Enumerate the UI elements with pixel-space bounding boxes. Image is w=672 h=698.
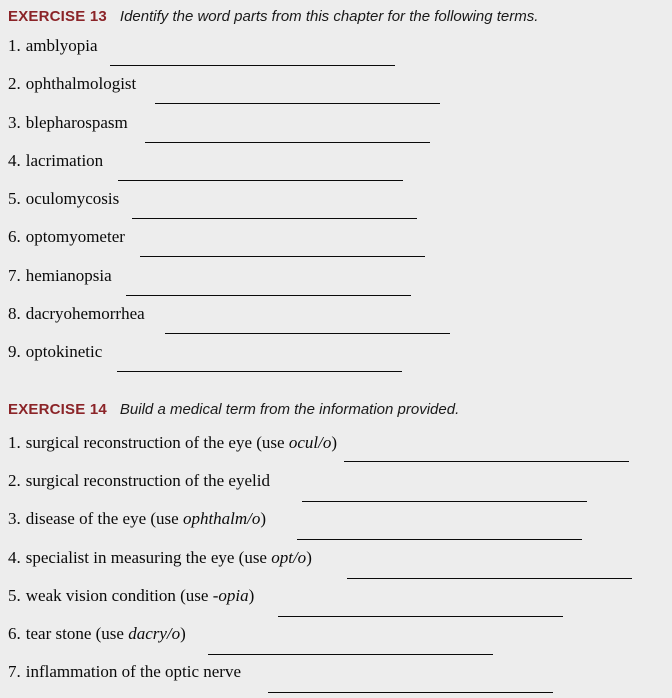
answer-blank [297,529,582,540]
combining-form: ocul/o [288,432,332,452]
prompt-line [8,547,672,568]
item-term: optokinetic [25,342,103,362]
prompt-text: surgical reconstruction of the eye (use [25,432,289,452]
item-number: 6. [8,227,21,247]
answer-blank [117,362,402,372]
item-term: hemianopsia [25,265,112,285]
answer-blank [208,644,493,655]
answer-blank [132,209,417,219]
item-number: 3. [8,509,21,529]
exercise14-item-list [0,432,672,698]
prompt-text: weak vision condition (use [25,585,213,605]
prompt-line [8,508,672,529]
answer-blank [155,94,440,104]
item-number: 8. [8,304,21,324]
exercise13-item-2 [8,73,672,111]
prompt-line [8,623,672,644]
answer-blank [278,606,563,617]
exercise13-item-5 [8,188,672,226]
prompt-text-close: ) [260,509,267,529]
prompt-text-close: ) [306,547,312,567]
answer-blank [302,491,587,502]
exercise13-item-8 [8,303,672,341]
term-line [8,150,672,171]
prompt-text-close: ) [180,624,186,644]
term-line [8,73,672,94]
exercise13-item-4 [8,150,672,188]
exercise14-label: EXERCISE 14 [8,400,107,418]
term-line [8,112,672,133]
answer-blank [165,324,450,334]
prompt-line [8,470,672,491]
item-term: oculomycosis [25,189,120,209]
term-line [8,303,672,324]
answer-blank [344,461,629,462]
prompt-line [8,432,672,453]
prompt-text: specialist in measuring the eye (use [25,547,272,567]
item-number: 9. [8,342,21,362]
item-number: 3. [8,112,21,132]
exercise13-item-list [0,35,672,380]
answer-blank [126,286,411,296]
exercise13-item-7 [8,265,672,303]
exercise13-instructions: Identify the word parts from this chapter for the following terms. [119,8,539,25]
item-number: 1. [8,432,21,452]
exercise14-header [0,393,672,418]
exercise13-label: EXERCISE 13 [8,8,107,25]
item-number: 2. [8,470,21,490]
item-term: lacrimation [25,150,104,170]
prompt-line [8,661,672,682]
term-line [8,35,672,56]
answer-blank [268,682,553,693]
exercise14-item-3 [8,508,672,546]
term-line [8,265,672,286]
exercise14-item-5 [8,585,672,623]
item-number: 5. [8,585,21,605]
combining-form: -opia [212,585,249,605]
exercise14-item-1 [8,432,672,470]
item-number: 1. [8,36,21,55]
item-number: 6. [8,624,21,644]
item-term: blepharospasm [25,112,128,132]
prompt-text: surgical reconstruction of the eyelid [25,470,270,490]
answer-blank [118,171,403,181]
answer-blank [140,247,425,257]
prompt-text-close: ) [331,432,338,452]
term-line [8,188,672,209]
prompt-line [8,585,672,606]
answer-blank [110,56,395,66]
combining-form: dacry/o [128,624,181,644]
item-term: ophthalmologist [25,74,137,94]
exercise13-item-3 [8,112,672,150]
prompt-text: inflammation of the optic nerve [25,662,242,682]
exercise13-item-9 [8,341,672,379]
exercise14-item-7 [8,661,672,698]
item-term: amblyopia [25,36,98,55]
prompt-text: tear stone (use [25,624,129,644]
exercise14-instructions: Build a medical term from the information provided. [119,400,460,418]
item-term: optomyometer [25,227,125,247]
exercise13-item-1 [8,35,672,73]
item-number: 7. [8,662,21,682]
item-number: 4. [8,547,21,567]
exercise13-item-6 [8,226,672,264]
prompt-text-close: ) [248,585,255,605]
exercise14-item-6 [8,623,672,661]
answer-blank [145,133,430,143]
term-line [8,226,672,247]
item-number: 2. [8,74,21,94]
combining-form: ophthalm/o [182,509,261,529]
item-number: 7. [8,265,21,285]
exercise14-item-4 [8,547,672,585]
combining-form: opt/o [271,547,307,567]
item-number: 4. [8,150,21,170]
item-term: dacryohemorrhea [25,304,145,324]
answer-blank [347,568,632,579]
term-line [8,341,672,362]
exercise14-item-2 [8,470,672,508]
exercise13-header [0,0,672,25]
prompt-text: disease of the eye (use [25,509,183,529]
item-number: 5. [8,189,21,209]
